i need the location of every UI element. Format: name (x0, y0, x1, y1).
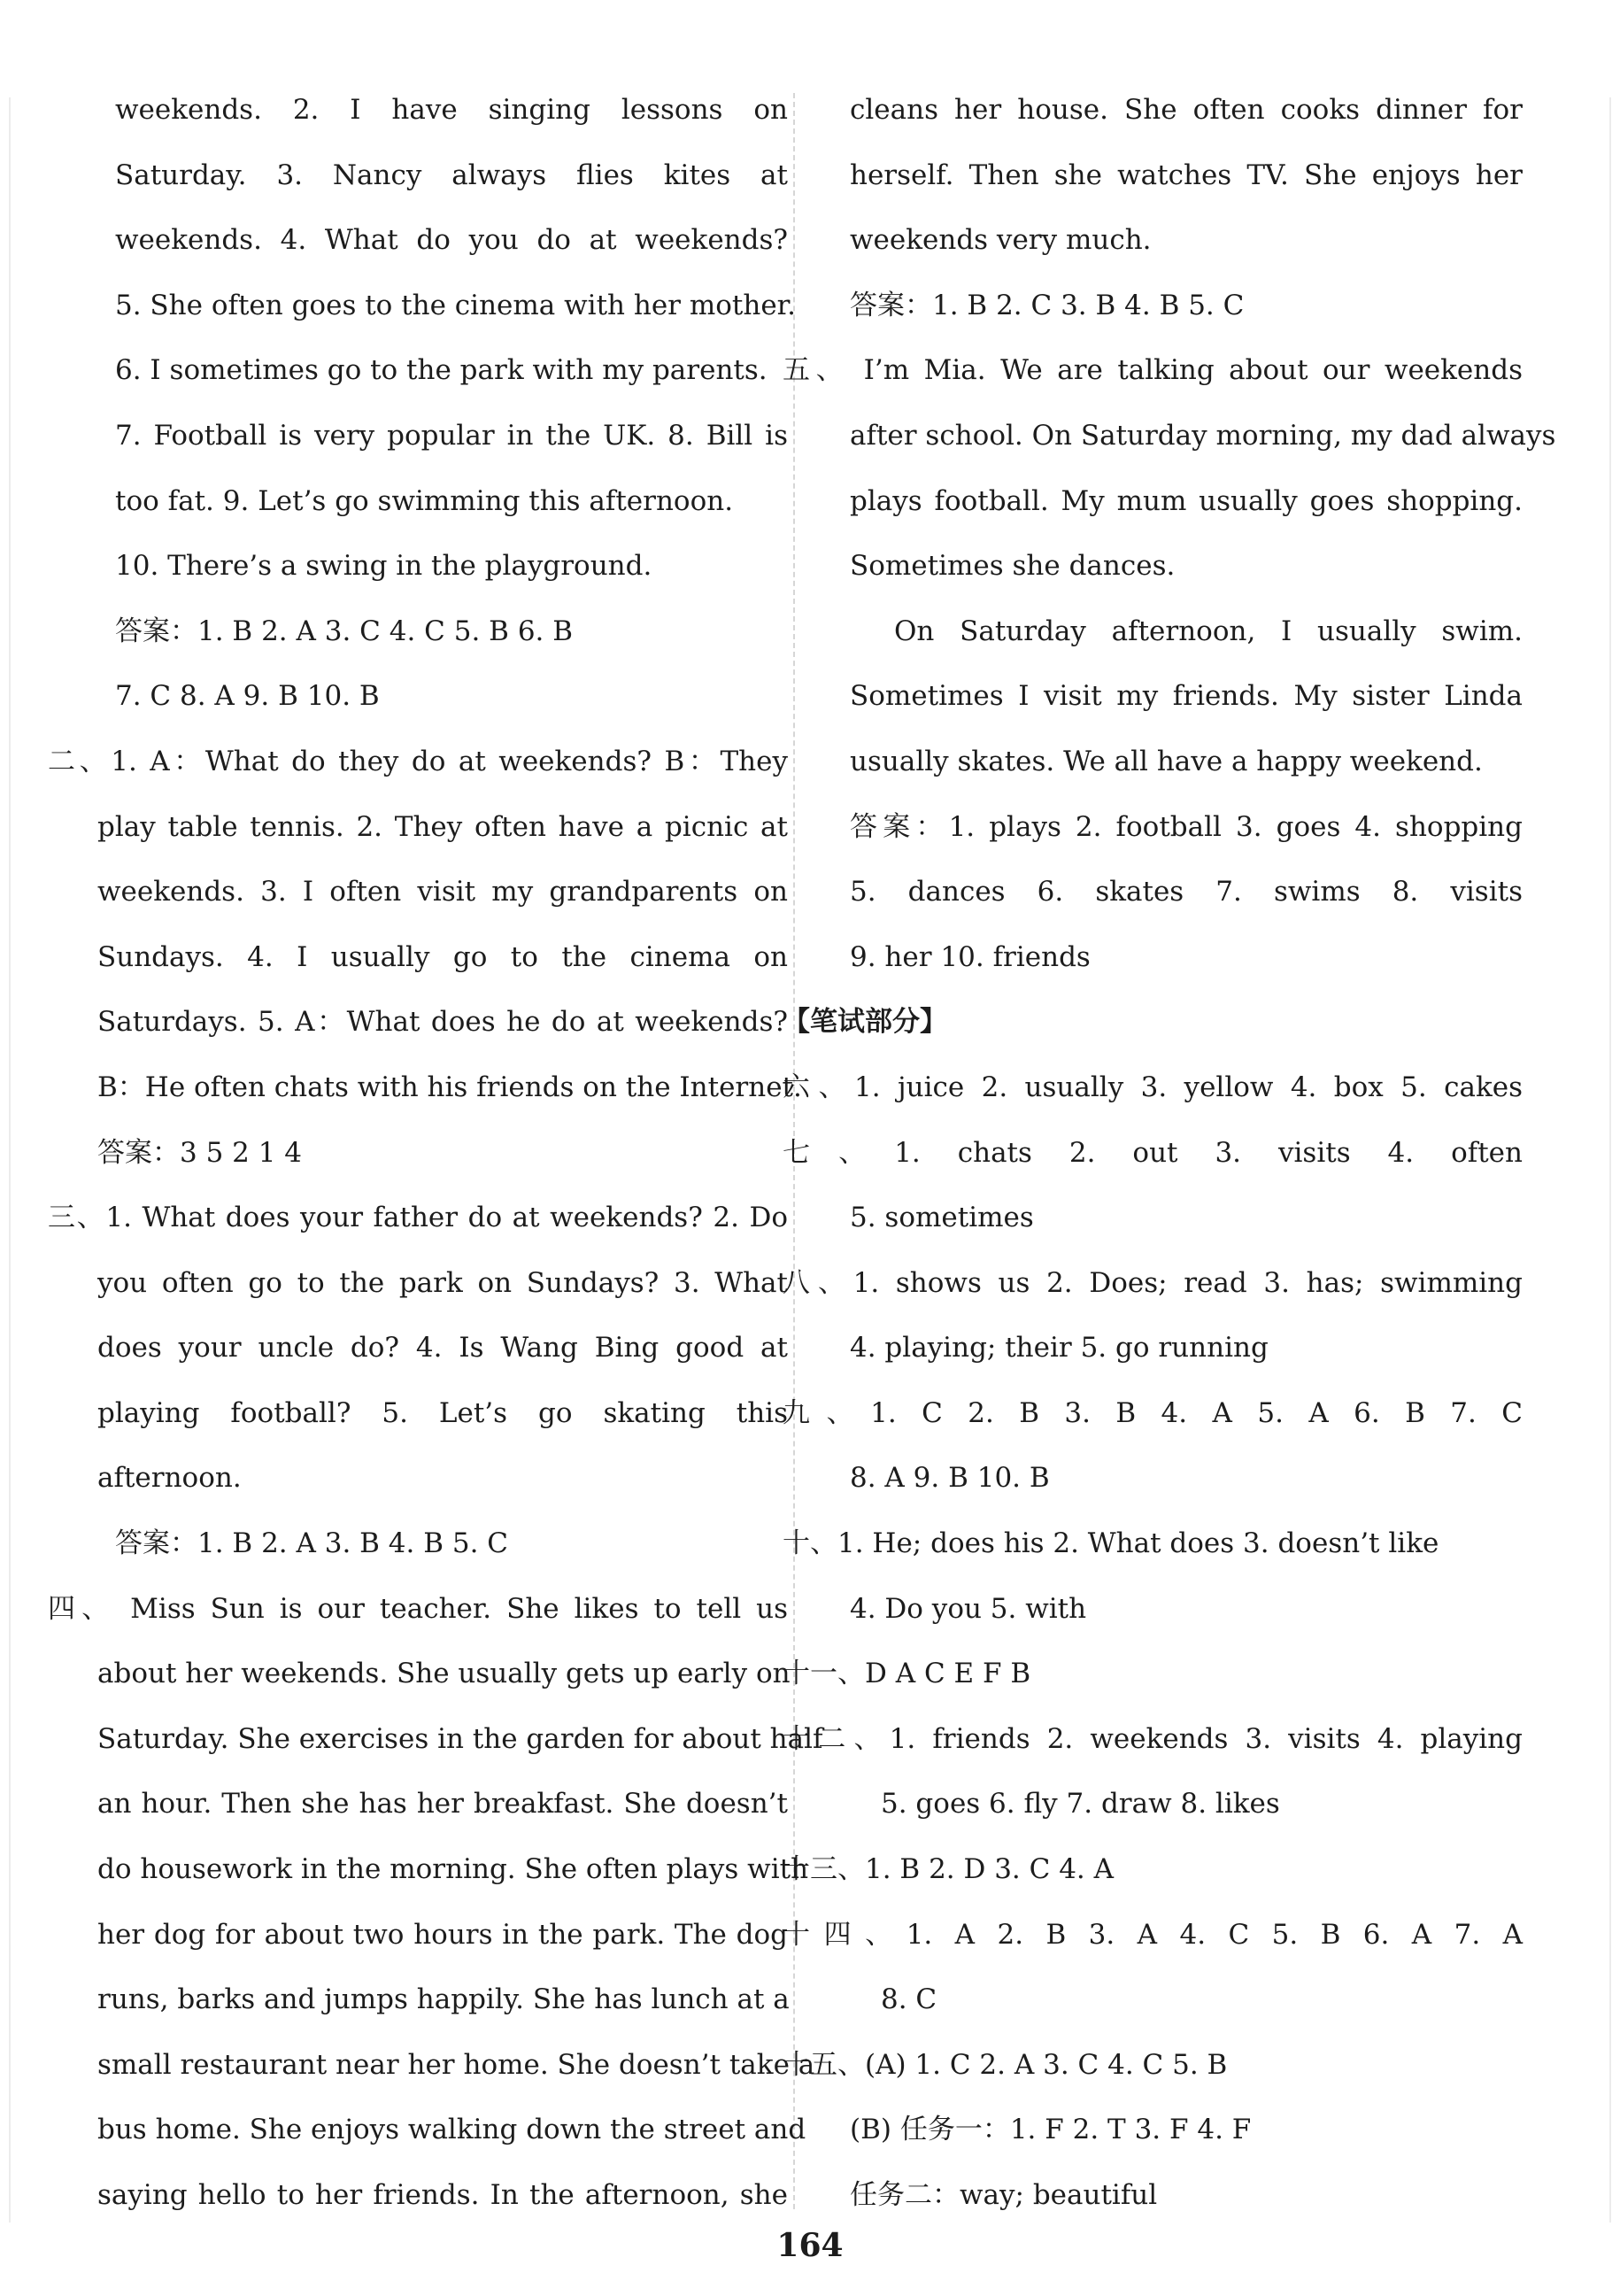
section-12-line: 十二、1. friends 2. weekends 3. visits 4. playing (783, 1722, 1523, 1755)
text-line: 6. I sometimes go to the park with my parents. (115, 354, 768, 387)
section-heading: 【笔试部分】 (783, 1006, 947, 1039)
text-line: about her weekends. She usually gets up early on (97, 1658, 791, 1690)
text-line: 5. sometimes (850, 1202, 1034, 1234)
section-5-line: 五、 I’m Mia. We are talking about our weekends (783, 354, 1523, 387)
page-number: 164 (776, 2227, 844, 2264)
text-line: 8. A 9. B 10. B (850, 1462, 1050, 1495)
text-line: does your uncle do? 4. Is Wang Bing good at (97, 1332, 788, 1364)
text-line: (B) 任务一：1. F 2. T 3. F 4. F (850, 2114, 1252, 2146)
text-line: bus home. She enjoys walking down the street and (97, 2114, 806, 2146)
right-column (783, 78, 1556, 2229)
text-line: weekends. 3. I often visit my grandparents on (97, 876, 788, 908)
text-line: 任务二：way; beautiful (850, 2179, 1158, 2211)
text-line: Saturday. 3. Nancy always flies kites at (115, 158, 788, 191)
text-line: after school. On Saturday morning, my dad always (850, 419, 1556, 452)
text-line: usually skates. We all have a happy weekend. (850, 745, 1483, 777)
text-line: 10. There’s a swing in the playground. (115, 550, 652, 583)
text-line: weekends. 4. What do you do at weekends? (115, 224, 788, 257)
section-7-line: 七、1. chats 2. out 3. visits 4. often (783, 1136, 1523, 1169)
answer-line: 答案：1. B 2. A 3. C 4. C 5. B 6. B (115, 615, 574, 647)
text-line: 4. Do you 5. with (850, 1592, 1087, 1625)
text-line: 7. Football is very popular in the UK. 8. Bill is (115, 419, 788, 452)
text-line: runs, barks and jumps happily. She has lunch at a (97, 1983, 790, 2016)
answer-line: 答案：1. B 2. A 3. B 4. B 5. C (115, 1527, 509, 1560)
text-line: Sometimes I visit my friends. My sister Linda (850, 680, 1523, 713)
text-line: cleans her house. She often cooks dinner for (850, 94, 1523, 126)
answer-line: 7. C 8. A 9. B 10. B (115, 680, 380, 713)
text-line: 4. playing; their 5. go running (850, 1332, 1269, 1364)
section-2-line: 二、1. A：What do they do at weekends? B：They (48, 745, 788, 777)
text-line: you often go to the park on Sundays? 3. What (97, 1266, 788, 1299)
text-line: saying hello to her friends. In the afternoon, she (97, 2179, 788, 2211)
text-line: an hour. Then she has her breakfast. She doesn’t (97, 1788, 788, 1821)
answer-line: 5. dances 6. skates 7. swims 8. visits (850, 876, 1523, 908)
text-line: weekends very much. (850, 224, 1152, 257)
answer-line: 9. her 10. friends (850, 940, 1091, 973)
section-3-line: 三、1. What does your father do at weekends? 2. Do (48, 1202, 788, 1234)
text-line: her dog for about two hours in the park. The dog (97, 1918, 788, 1951)
text-line: plays football. My mum usually goes shopping. (850, 484, 1523, 517)
text-line: 5. goes 6. fly 7. draw 8. likes (881, 1788, 1280, 1821)
text-line: On Saturday afternoon, I usually swim. (894, 615, 1523, 647)
text-line: B：He often chats with his friends on the Internet. (97, 1071, 802, 1103)
text-line: too fat. 9. Let’s go swimming this afternoon. (115, 484, 734, 517)
answer-line: 答案：1. plays 2. football 3. goes 4. shopping (850, 810, 1523, 843)
answer-line: 答案：1. B 2. C 3. B 4. B 5. C (850, 289, 1245, 321)
text-line: 5. She often goes to the cinema with her mother. (115, 289, 796, 321)
text-line: Saturday. She exercises in the garden for about half (97, 1722, 823, 1755)
text-line: do housework in the morning. She often plays with (97, 1853, 809, 1886)
section-15-line: 十五、(A) 1. C 2. A 3. C 4. C 5. B (783, 2048, 1228, 2081)
section-8-line: 八、1. shows us 2. Does; read 3. has; swimming (783, 1266, 1523, 1299)
text-line: Saturdays. 5. A：What does he do at weekends? (97, 1006, 788, 1039)
text-line: Sometimes she dances. (850, 550, 1176, 583)
left-edge-line (9, 97, 11, 2223)
section-4-line: 四、 Miss Sun is our teacher. She likes to tell us (48, 1592, 788, 1625)
section-13-line: 十三、1. B 2. D 3. C 4. A (783, 1853, 1115, 1886)
right-edge-line (1609, 97, 1611, 2223)
section-14-line: 十四、1. A 2. B 3. A 4. C 5. B 6. A 7. A (783, 1918, 1523, 1951)
section-9-line: 九、1. C 2. B 3. B 4. A 5. A 6. B 7. C (783, 1396, 1523, 1429)
answer-line: 答案：3 5 2 1 4 (97, 1136, 303, 1169)
section-11-line: 十一、D A C E F B (783, 1658, 1031, 1690)
text-line: playing football? 5. Let’s go skating this (97, 1396, 788, 1429)
text-line: small restaurant near her home. She doesn’t take a (97, 2048, 815, 2081)
text-line: 8. C (881, 1983, 937, 2016)
text-line: herself. Then she watches TV. She enjoys her (850, 158, 1523, 191)
text-line: weekends. 2. I have singing lessons on (115, 94, 788, 126)
text-line: play table tennis. 2. They often have a picnic at (97, 810, 788, 843)
text-line: Sundays. 4. I usually go to the cinema on (97, 940, 788, 973)
left-column (48, 78, 823, 2229)
section-10-line: 十、1. He; does his 2. What does 3. doesn’t like (783, 1527, 1439, 1560)
text-line: afternoon. (97, 1462, 242, 1495)
section-6-line: 六、1. juice 2. usually 3. yellow 4. box 5. cakes (783, 1071, 1523, 1103)
